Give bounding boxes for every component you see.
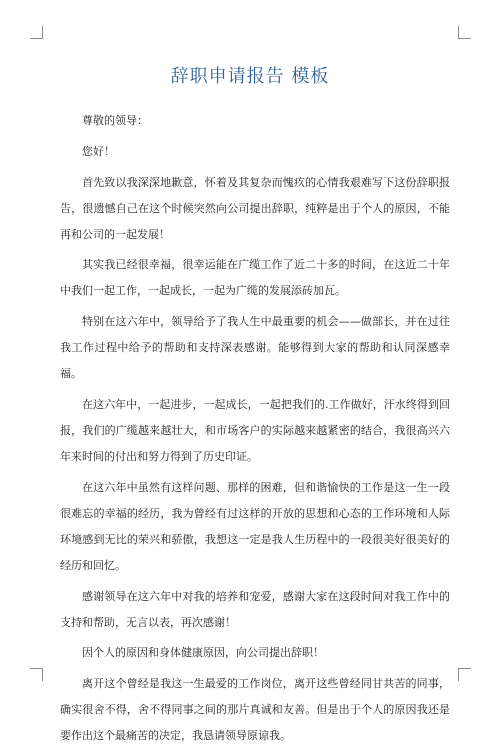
salutation: 尊敬的领导：	[82, 114, 148, 127]
body-paragraph: 离开这个曾经是我这一生最爱的工作岗位，离开这些曾经同甘共苦的同事，确实很舍不得，舍不得同事之间的那片真诚和友善。但是出于个人的原因我还是要作出这个最痛苦的决定，我恳请领导原谅我。	[60, 677, 450, 743]
crop-mark-top-left	[30, 26, 43, 39]
crop-mark-bottom-right	[458, 668, 471, 681]
body-paragraph: 特别在这六年中，领导给予了我人生中最重要的机会——做部长，并在过往我工作过程中给予的帮助和支持深表感谢。能够得到大家的帮助和认同深感幸福。	[60, 315, 450, 381]
body-paragraph: 在这六年中，一起进步，一起成长，一起把我们的.工作做好，汗水终得到回报，我们的广缆越来越壮大，和市场客户的实际越来越紧密的结合，我很高兴六年来时间的付出和努力得到了历史印证。	[60, 397, 450, 463]
body-paragraph: 感谢领导在这六年中对我的培养和宠爱，感谢大家在这段时间对我工作中的支持和帮助，无言以表，再次感谢！	[60, 589, 450, 629]
body-paragraph: 因个人的原因和身体健康原因，向公司提出辞职！	[82, 646, 324, 660]
document-body	[60, 108, 450, 754]
greeting: 您好！	[82, 144, 115, 158]
body-paragraph: 其实我已经很幸福，很幸运能在广缆工作了近二十多的时间，在这近二十年中我们一起工作，一起成长，一起为广缆的发展添砖加瓦。	[60, 258, 450, 298]
crop-mark-bottom-left	[30, 668, 43, 681]
document-title: 辞职申请报告 模板	[170, 66, 330, 87]
crop-mark-top-right	[458, 26, 471, 39]
body-paragraph: 首先致以我深深地歉意，怀着及其复杂而愧疚的心情我艰难写下这份辞职报告，很遗憾自己在这个时候突然向公司提出辞职，纯粹是出于个人的原因，不能再和公司的一起发展！	[60, 175, 450, 241]
body-paragraph: 在这六年中虽然有这样问题、那样的困难，但和谐愉快的工作是这一生一段很难忘的幸福的经历，我为曾经有过这样的开放的思想和心态的工作环境和人际环境感到无比的荣兴和骄傲，我想这一定是我人生历程中的一段很美好很美好的经历和回忆。	[60, 480, 450, 572]
